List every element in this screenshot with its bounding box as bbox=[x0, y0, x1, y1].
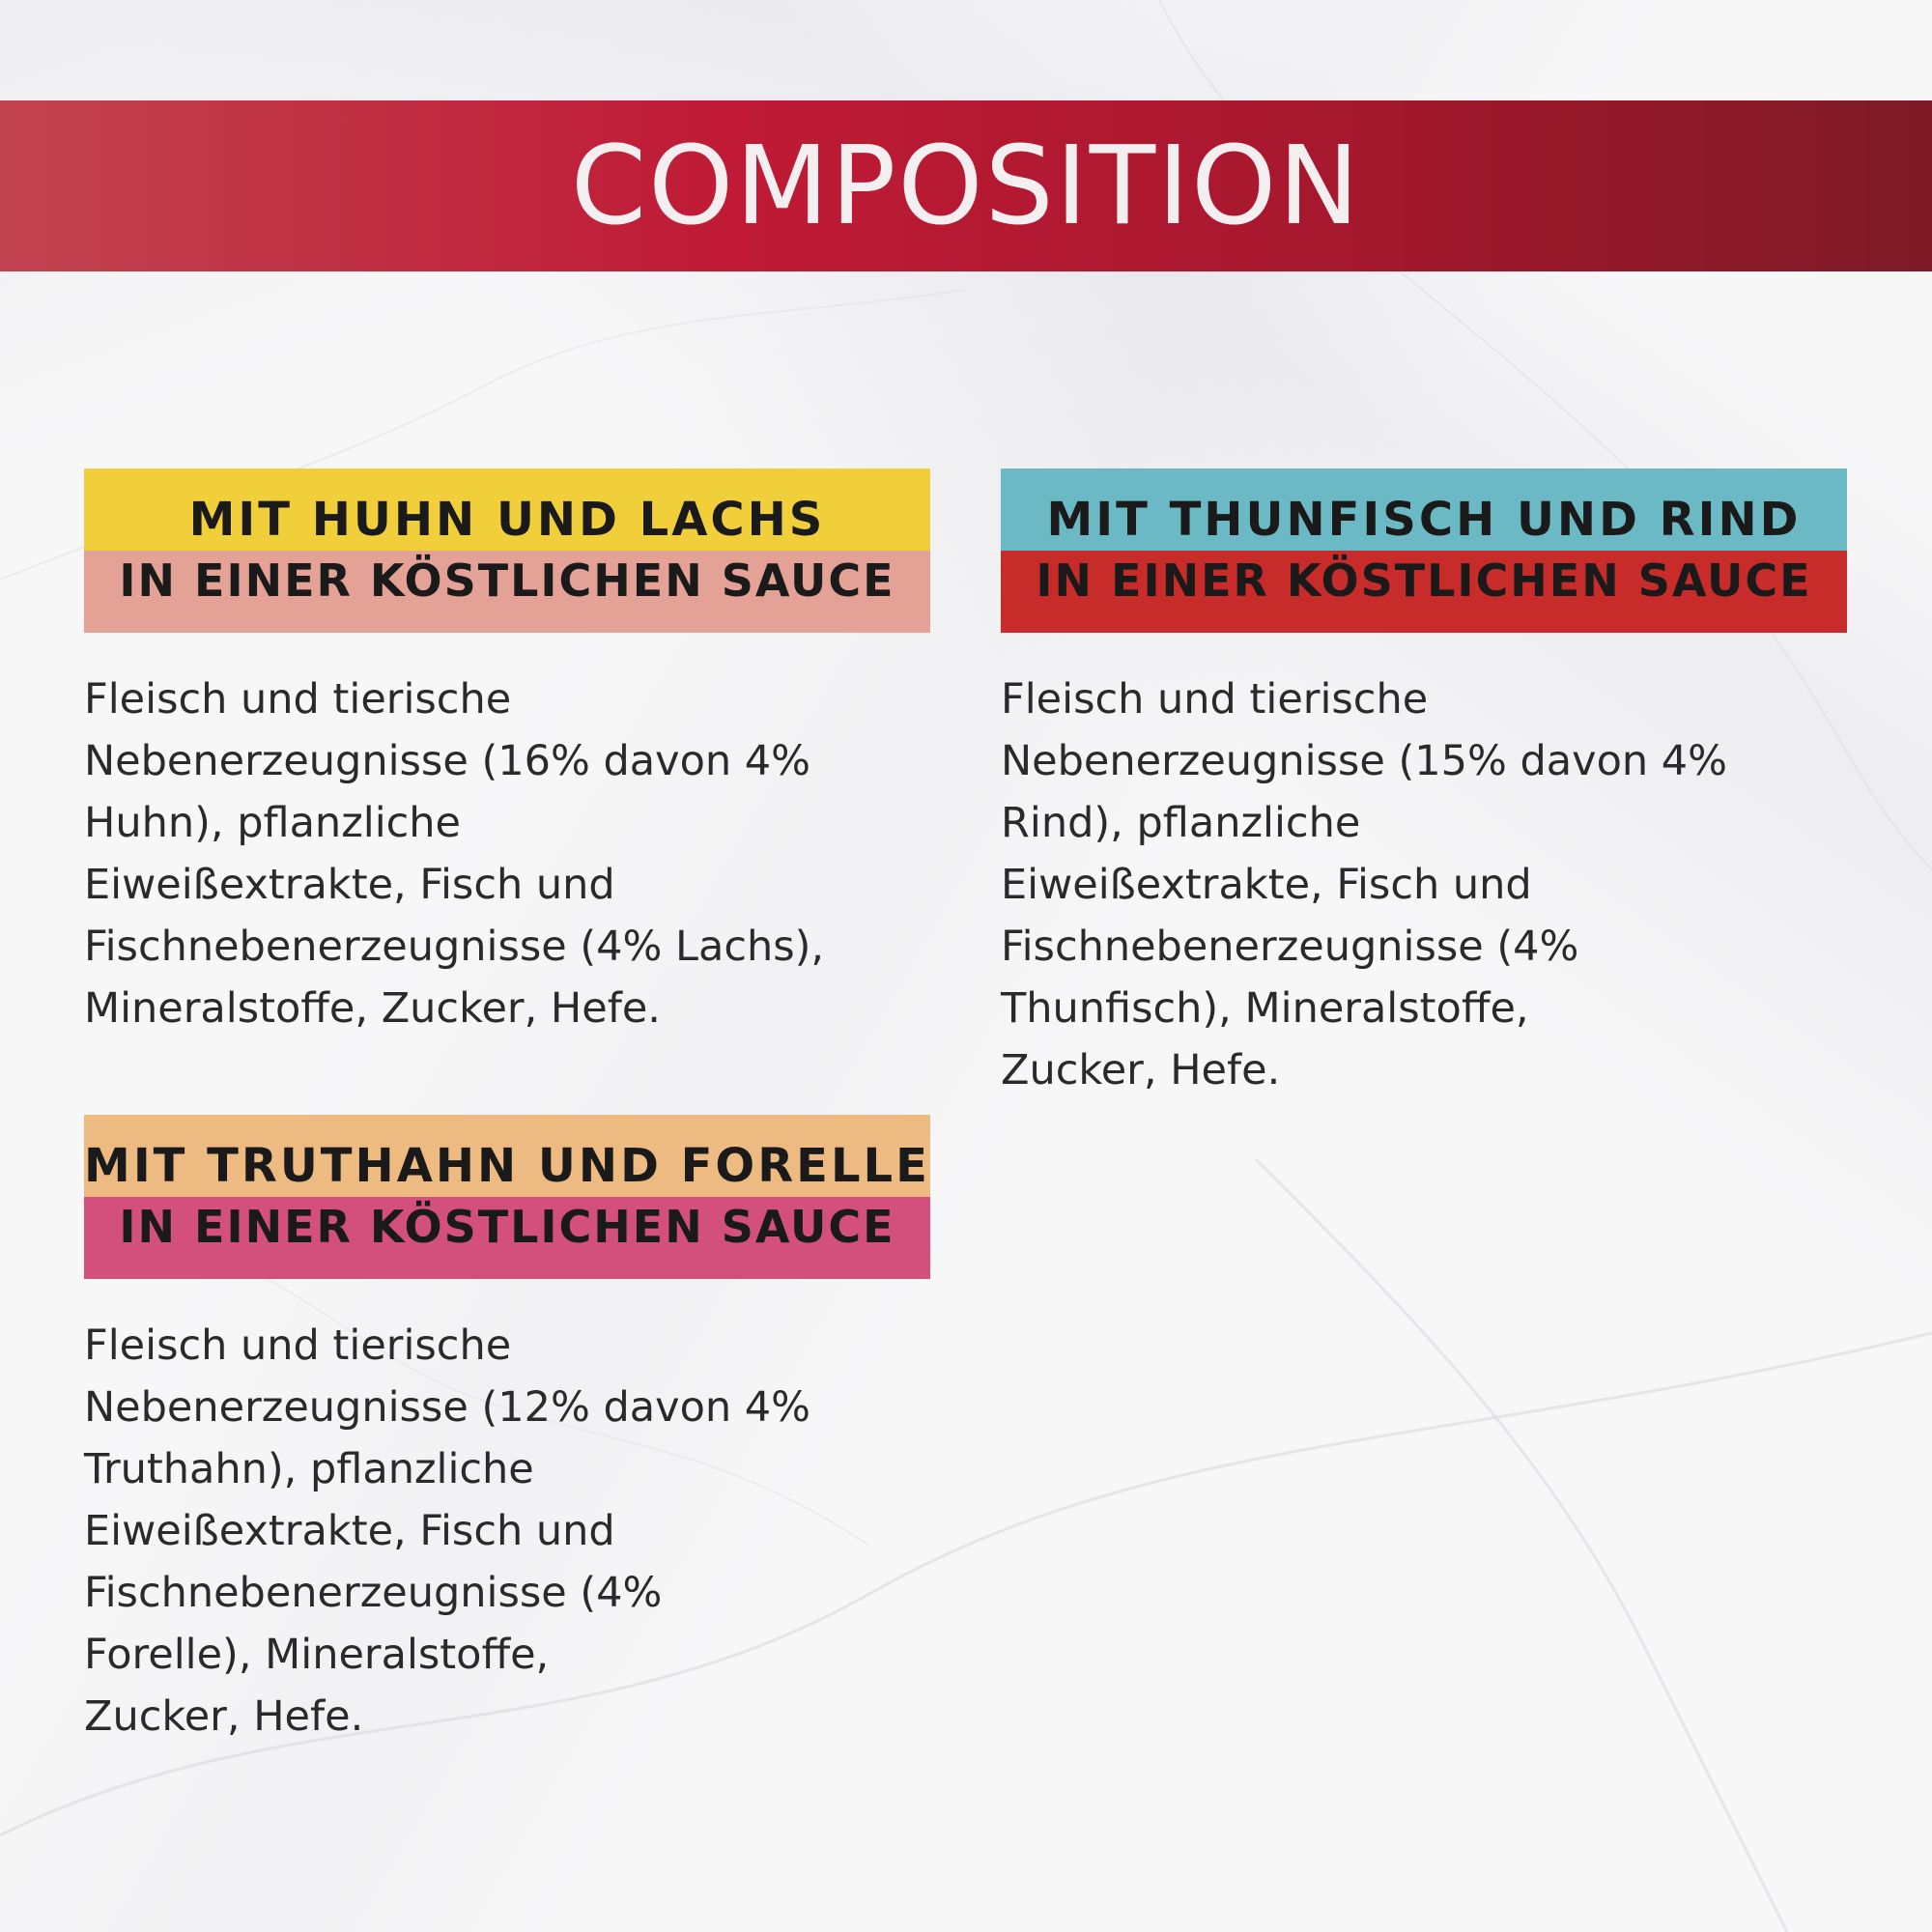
product-label-bottom: IN EINER KÖSTLICHEN SAUCE bbox=[84, 1197, 930, 1279]
product-label bbox=[84, 469, 930, 633]
product-label bbox=[1001, 469, 1847, 633]
product-truthahn-forelle bbox=[84, 1115, 930, 1747]
product-label bbox=[84, 1115, 930, 1279]
product-description: Fleisch und tierische Nebenerzeugnisse (12% davon 4% Truthahn), pflanzliche Eiweißextrakte, Fisch und Fischnebenerzeugnisse (4% Forelle), Mineralstoffe, Zucker, Hefe. bbox=[84, 1321, 811, 1741]
product-huhn-lachs bbox=[84, 469, 930, 1039]
product-label-top: MIT TRUTHAHN UND FORELLE bbox=[84, 1115, 930, 1197]
product-description: Fleisch und tierische Nebenerzeugnisse (15% davon 4% Rind), pflanzliche Eiweißextrakte, Fisch und Fischnebenerzeugnisse (4% Thunfisch), Mineralstoffe, Zucker, Hefe. bbox=[1001, 675, 1728, 1094]
product-label-bottom: IN EINER KÖSTLICHEN SAUCE bbox=[1001, 551, 1847, 633]
page-title: COMPOSITION bbox=[570, 123, 1362, 249]
product-thunfisch-rind bbox=[1001, 469, 1847, 1101]
composition-banner bbox=[0, 100, 1932, 271]
product-label-top: MIT THUNFISCH UND RIND bbox=[1001, 469, 1847, 551]
product-label-top: MIT HUHN UND LACHS bbox=[84, 469, 930, 551]
product-label-bottom: IN EINER KÖSTLICHEN SAUCE bbox=[84, 551, 930, 633]
product-description: Fleisch und tierische Nebenerzeugnisse (16% davon 4% Huhn), pflanzliche Eiweißextrakte, Fisch und Fischnebenerzeugnisse (4% Lachs), Mineralstoffe, Zucker, Hefe. bbox=[84, 675, 825, 1033]
